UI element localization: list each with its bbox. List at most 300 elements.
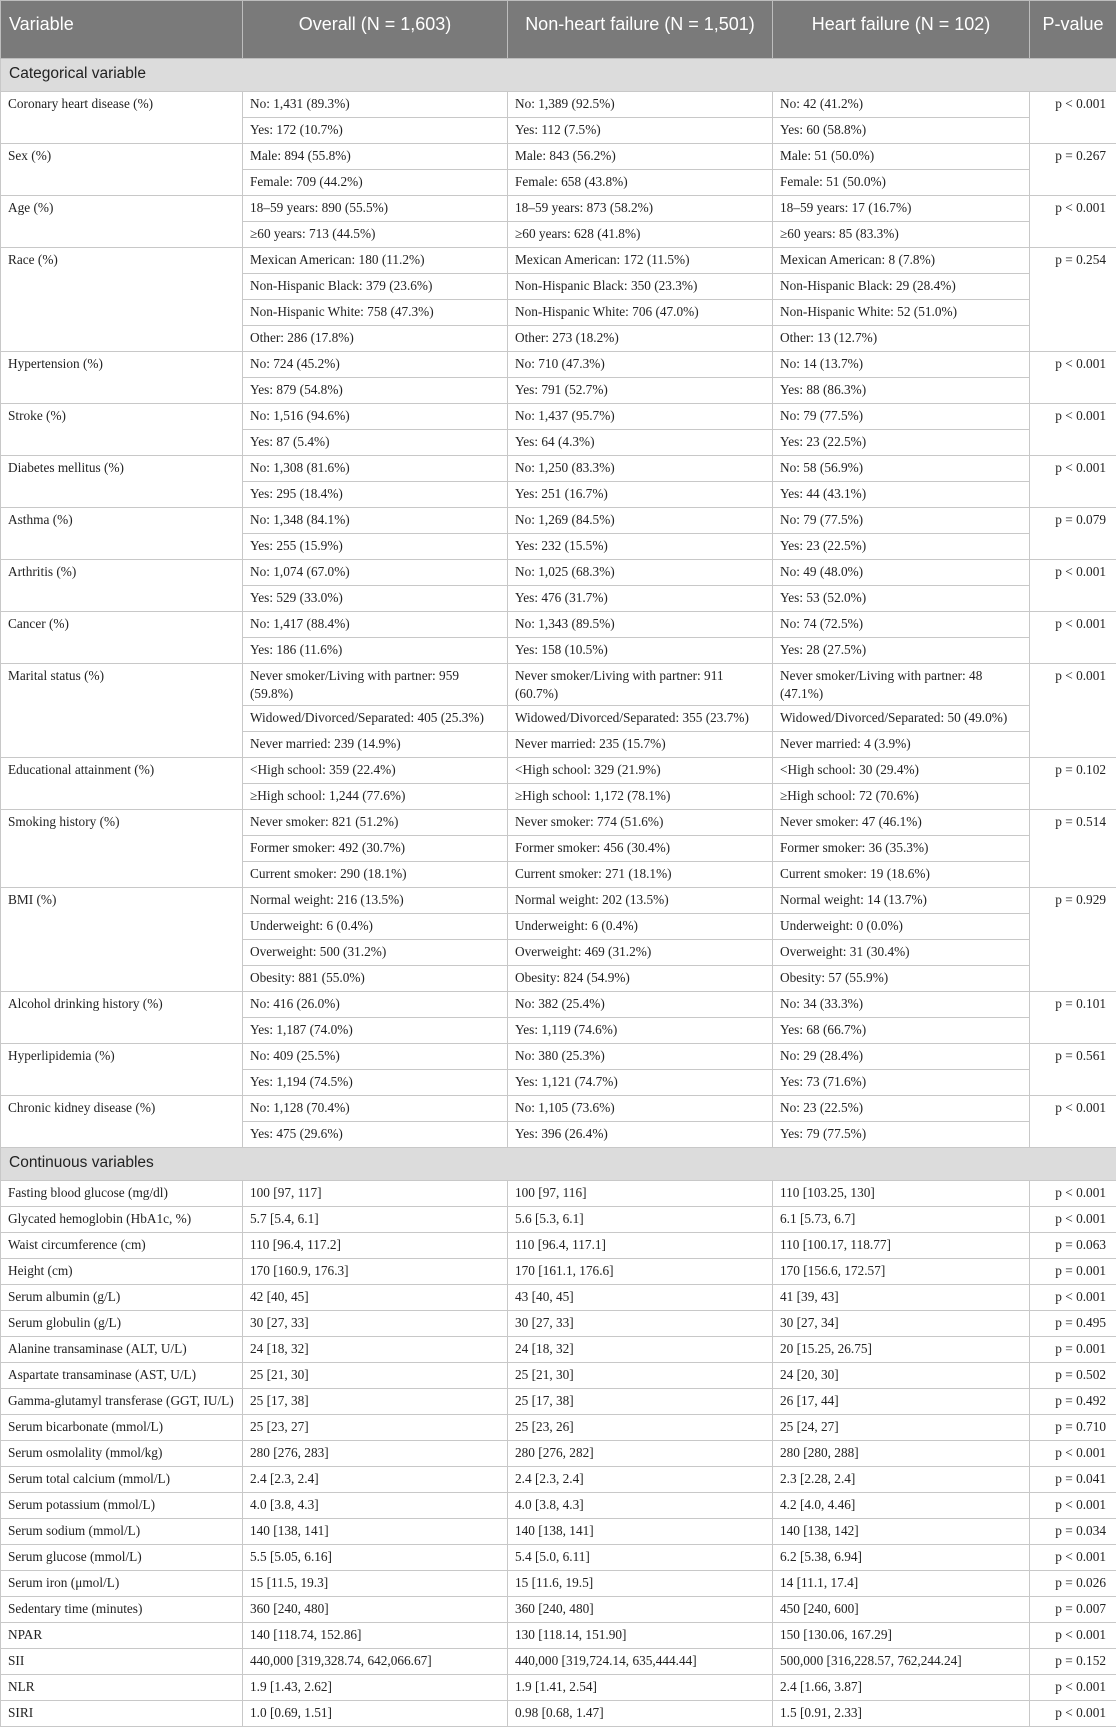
- table-row: [1, 456, 1116, 482]
- section-row: [1, 1148, 1116, 1181]
- variable-name: Chronic kidney disease (%): [1, 1096, 243, 1148]
- table-row: [1, 144, 1116, 170]
- table-row: [1, 404, 1116, 430]
- non-heart-failure-value: Underweight: 6 (0.4%): [508, 914, 773, 940]
- heart-failure-value: Male: 51 (50.0%): [773, 144, 1030, 170]
- overall-value: 30 [27, 33]: [243, 1311, 508, 1337]
- non-heart-failure-value: 440,000 [319,724.14, 635,444.44]: [508, 1649, 773, 1675]
- variable-name: Waist circumference (cm): [1, 1233, 243, 1259]
- non-heart-failure-value: Female: 658 (43.8%): [508, 170, 773, 196]
- table-row: [1, 1044, 1116, 1070]
- non-heart-failure-value: 18–59 years: 873 (58.2%): [508, 196, 773, 222]
- table-row: [1, 92, 1116, 118]
- variable-name: Sedentary time (minutes): [1, 1597, 243, 1623]
- table-header: [1, 1, 1116, 59]
- non-heart-failure-value: Never married: 235 (15.7%): [508, 732, 773, 758]
- heart-failure-value: 26 [17, 44]: [773, 1389, 1030, 1415]
- heart-failure-value: Obesity: 57 (55.9%): [773, 966, 1030, 992]
- non-heart-failure-value: Yes: 64 (4.3%): [508, 430, 773, 456]
- p-value: p = 0.034: [1030, 1519, 1116, 1545]
- heart-failure-value: Widowed/Divorced/Separated: 50 (49.0%): [773, 706, 1030, 732]
- p-value: p < 0.001: [1030, 196, 1116, 248]
- non-heart-failure-value: 4.0 [3.8, 4.3]: [508, 1493, 773, 1519]
- heart-failure-value: 110 [103.25, 130]: [773, 1181, 1030, 1207]
- p-value: p = 0.152: [1030, 1649, 1116, 1675]
- variable-name: Height (cm): [1, 1259, 243, 1285]
- heart-failure-value: 2.3 [2.28, 2.4]: [773, 1467, 1030, 1493]
- heart-failure-value: Mexican American: 8 (7.8%): [773, 248, 1030, 274]
- non-heart-failure-value: Other: 273 (18.2%): [508, 326, 773, 352]
- p-value: p = 0.079: [1030, 508, 1116, 560]
- p-value: p = 0.495: [1030, 1311, 1116, 1337]
- non-heart-failure-value: Yes: 158 (10.5%): [508, 638, 773, 664]
- overall-value: No: 1,308 (81.6%): [243, 456, 508, 482]
- non-heart-failure-value: Yes: 232 (15.5%): [508, 534, 773, 560]
- non-heart-failure-value: No: 1,437 (95.7%): [508, 404, 773, 430]
- heart-failure-value: Yes: 23 (22.5%): [773, 430, 1030, 456]
- overall-value: 4.0 [3.8, 4.3]: [243, 1493, 508, 1519]
- p-value: p < 0.001: [1030, 1623, 1116, 1649]
- overall-value: 170 [160.9, 176.3]: [243, 1259, 508, 1285]
- non-heart-failure-value: 1.9 [1.41, 2.54]: [508, 1675, 773, 1701]
- overall-value: Current smoker: 290 (18.1%): [243, 862, 508, 888]
- heart-failure-value: Non-Hispanic Black: 29 (28.4%): [773, 274, 1030, 300]
- non-heart-failure-value: 360 [240, 480]: [508, 1597, 773, 1623]
- header-row: [1, 1, 1116, 59]
- heart-failure-value: Yes: 88 (86.3%): [773, 378, 1030, 404]
- p-value: p < 0.001: [1030, 92, 1116, 144]
- non-heart-failure-value: 30 [27, 33]: [508, 1311, 773, 1337]
- heart-failure-value: 170 [156.6, 172.57]: [773, 1259, 1030, 1285]
- table-row: [1, 1285, 1116, 1311]
- non-heart-failure-value: No: 710 (47.3%): [508, 352, 773, 378]
- heart-failure-value: 20 [15.25, 26.75]: [773, 1337, 1030, 1363]
- p-value: p = 0.101: [1030, 992, 1116, 1044]
- variable-name: Serum total calcium (mmol/L): [1, 1467, 243, 1493]
- p-value: p = 0.041: [1030, 1467, 1116, 1493]
- overall-value: Yes: 475 (29.6%): [243, 1122, 508, 1148]
- p-value: p = 0.254: [1030, 248, 1116, 352]
- table-row: [1, 1675, 1116, 1701]
- p-value: p = 0.929: [1030, 888, 1116, 992]
- variable-name: Serum iron (μmol/L): [1, 1571, 243, 1597]
- variable-name: Diabetes mellitus (%): [1, 456, 243, 508]
- overall-value: 18–59 years: 890 (55.5%): [243, 196, 508, 222]
- p-value: p < 0.001: [1030, 664, 1116, 758]
- heart-failure-value: Non-Hispanic White: 52 (51.0%): [773, 300, 1030, 326]
- heart-failure-value: ≥60 years: 85 (83.3%): [773, 222, 1030, 248]
- non-heart-failure-value: No: 1,025 (68.3%): [508, 560, 773, 586]
- heart-failure-value: 24 [20, 30]: [773, 1363, 1030, 1389]
- overall-value: Yes: 172 (10.7%): [243, 118, 508, 144]
- table-row: [1, 1519, 1116, 1545]
- p-value: p = 0.710: [1030, 1415, 1116, 1441]
- overall-value: <High school: 359 (22.4%): [243, 758, 508, 784]
- heart-failure-value: 6.1 [5.73, 6.7]: [773, 1207, 1030, 1233]
- overall-value: 140 [138, 141]: [243, 1519, 508, 1545]
- non-heart-failure-value: Obesity: 824 (54.9%): [508, 966, 773, 992]
- p-value: p = 0.026: [1030, 1571, 1116, 1597]
- non-heart-failure-value: No: 380 (25.3%): [508, 1044, 773, 1070]
- overall-value: No: 1,516 (94.6%): [243, 404, 508, 430]
- overall-value: 25 [21, 30]: [243, 1363, 508, 1389]
- overall-value: No: 1,128 (70.4%): [243, 1096, 508, 1122]
- overall-value: Yes: 1,194 (74.5%): [243, 1070, 508, 1096]
- heart-failure-value: ≥High school: 72 (70.6%): [773, 784, 1030, 810]
- overall-value: Yes: 529 (33.0%): [243, 586, 508, 612]
- table-row: [1, 664, 1116, 706]
- overall-value: 5.5 [5.05, 6.16]: [243, 1545, 508, 1571]
- p-value: p = 0.001: [1030, 1259, 1116, 1285]
- heart-failure-value: No: 79 (77.5%): [773, 508, 1030, 534]
- heart-failure-value: Never married: 4 (3.9%): [773, 732, 1030, 758]
- overall-value: Yes: 87 (5.4%): [243, 430, 508, 456]
- non-heart-failure-value: No: 1,389 (92.5%): [508, 92, 773, 118]
- overall-value: 1.9 [1.43, 2.62]: [243, 1675, 508, 1701]
- table-row: [1, 1545, 1116, 1571]
- variable-name: Marital status (%): [1, 664, 243, 758]
- p-value: p = 0.001: [1030, 1337, 1116, 1363]
- heart-failure-value: 4.2 [4.0, 4.46]: [773, 1493, 1030, 1519]
- heart-failure-value: 450 [240, 600]: [773, 1597, 1030, 1623]
- non-heart-failure-value: ≥High school: 1,172 (78.1%): [508, 784, 773, 810]
- overall-value: 1.0 [0.69, 1.51]: [243, 1701, 508, 1727]
- overall-value: Female: 709 (44.2%): [243, 170, 508, 196]
- overall-value: 2.4 [2.3, 2.4]: [243, 1467, 508, 1493]
- variable-name: Serum potassium (mmol/L): [1, 1493, 243, 1519]
- header-heart-failure: Heart failure (N = 102): [773, 1, 1030, 59]
- heart-failure-value: 14 [11.1, 17.4]: [773, 1571, 1030, 1597]
- non-heart-failure-value: No: 1,269 (84.5%): [508, 508, 773, 534]
- p-value: p = 0.063: [1030, 1233, 1116, 1259]
- non-heart-failure-value: Current smoker: 271 (18.1%): [508, 862, 773, 888]
- non-heart-failure-value: Non-Hispanic Black: 350 (23.3%): [508, 274, 773, 300]
- non-heart-failure-value: 140 [138, 141]: [508, 1519, 773, 1545]
- non-heart-failure-value: Yes: 791 (52.7%): [508, 378, 773, 404]
- heart-failure-value: Never smoker: 47 (46.1%): [773, 810, 1030, 836]
- heart-failure-value: 41 [39, 43]: [773, 1285, 1030, 1311]
- overall-value: No: 1,417 (88.4%): [243, 612, 508, 638]
- p-value: p < 0.001: [1030, 1701, 1116, 1727]
- overall-value: Never smoker: 821 (51.2%): [243, 810, 508, 836]
- overall-value: Yes: 879 (54.8%): [243, 378, 508, 404]
- variable-name: Serum glucose (mmol/L): [1, 1545, 243, 1571]
- variable-name: Stroke (%): [1, 404, 243, 456]
- heart-failure-value: No: 79 (77.5%): [773, 404, 1030, 430]
- heart-failure-value: No: 23 (22.5%): [773, 1096, 1030, 1122]
- non-heart-failure-value: 5.6 [5.3, 6.1]: [508, 1207, 773, 1233]
- overall-value: 5.7 [5.4, 6.1]: [243, 1207, 508, 1233]
- non-heart-failure-value: 170 [161.1, 176.6]: [508, 1259, 773, 1285]
- variable-name: Aspartate transaminase (AST, U/L): [1, 1363, 243, 1389]
- variable-name: Cancer (%): [1, 612, 243, 664]
- p-value: p < 0.001: [1030, 404, 1116, 456]
- overall-value: 280 [276, 283]: [243, 1441, 508, 1467]
- p-value: p < 0.001: [1030, 1096, 1116, 1148]
- variable-name: SIRI: [1, 1701, 243, 1727]
- table-row: [1, 1096, 1116, 1122]
- table-row: [1, 248, 1116, 274]
- non-heart-failure-value: Yes: 1,121 (74.7%): [508, 1070, 773, 1096]
- non-heart-failure-value: No: 1,105 (73.6%): [508, 1096, 773, 1122]
- p-value: p = 0.267: [1030, 144, 1116, 196]
- variable-name: Gamma-glutamyl transferase (GGT, IU/L): [1, 1389, 243, 1415]
- heart-failure-value: 500,000 [316,228.57, 762,244.24]: [773, 1649, 1030, 1675]
- heart-failure-value: Overweight: 31 (30.4%): [773, 940, 1030, 966]
- table-row: [1, 1441, 1116, 1467]
- non-heart-failure-value: <High school: 329 (21.9%): [508, 758, 773, 784]
- overall-value: ≥High school: 1,244 (77.6%): [243, 784, 508, 810]
- non-heart-failure-value: 25 [21, 30]: [508, 1363, 773, 1389]
- overall-value: 42 [40, 45]: [243, 1285, 508, 1311]
- overall-value: Yes: 255 (15.9%): [243, 534, 508, 560]
- header-overall: Overall (N = 1,603): [243, 1, 508, 59]
- overall-value: 440,000 [319,328.74, 642,066.67]: [243, 1649, 508, 1675]
- heart-failure-value: Yes: 28 (27.5%): [773, 638, 1030, 664]
- heart-failure-value: Never smoker/Living with partner: 48 (47.1%): [773, 664, 1030, 706]
- overall-value: Mexican American: 180 (11.2%): [243, 248, 508, 274]
- header-p-value: P-value: [1030, 1, 1116, 59]
- overall-value: No: 416 (26.0%): [243, 992, 508, 1018]
- p-value: p = 0.514: [1030, 810, 1116, 888]
- overall-value: No: 1,348 (84.1%): [243, 508, 508, 534]
- heart-failure-value: 18–59 years: 17 (16.7%): [773, 196, 1030, 222]
- non-heart-failure-value: 25 [17, 38]: [508, 1389, 773, 1415]
- non-heart-failure-value: Yes: 112 (7.5%): [508, 118, 773, 144]
- overall-value: Non-Hispanic White: 758 (47.3%): [243, 300, 508, 326]
- non-heart-failure-value: Mexican American: 172 (11.5%): [508, 248, 773, 274]
- table-row: [1, 352, 1116, 378]
- table-body: [1, 59, 1116, 1727]
- non-heart-failure-value: 280 [276, 282]: [508, 1441, 773, 1467]
- header-variable: Variable: [1, 1, 243, 59]
- p-value: p < 0.001: [1030, 612, 1116, 664]
- variable-name: Sex (%): [1, 144, 243, 196]
- variable-name: Alcohol drinking history (%): [1, 992, 243, 1044]
- overall-value: Widowed/Divorced/Separated: 405 (25.3%): [243, 706, 508, 732]
- overall-value: ≥60 years: 713 (44.5%): [243, 222, 508, 248]
- heart-failure-value: No: 58 (56.9%): [773, 456, 1030, 482]
- heart-failure-value: Female: 51 (50.0%): [773, 170, 1030, 196]
- variable-name: Educational attainment (%): [1, 758, 243, 810]
- overall-value: Yes: 1,187 (74.0%): [243, 1018, 508, 1044]
- non-heart-failure-value: Male: 843 (56.2%): [508, 144, 773, 170]
- table-row: [1, 810, 1116, 836]
- table-row: [1, 1597, 1116, 1623]
- variable-name: NPAR: [1, 1623, 243, 1649]
- overall-value: Never married: 239 (14.9%): [243, 732, 508, 758]
- non-heart-failure-value: Never smoker/Living with partner: 911 (60.7%): [508, 664, 773, 706]
- overall-value: Other: 286 (17.8%): [243, 326, 508, 352]
- overall-value: 140 [118.74, 152.86]: [243, 1623, 508, 1649]
- table-row: [1, 1337, 1116, 1363]
- non-heart-failure-value: 24 [18, 32]: [508, 1337, 773, 1363]
- overall-value: Former smoker: 492 (30.7%): [243, 836, 508, 862]
- heart-failure-value: Yes: 73 (71.6%): [773, 1070, 1030, 1096]
- variable-name: Serum globulin (g/L): [1, 1311, 243, 1337]
- overall-value: Never smoker/Living with partner: 959 (59.8%): [243, 664, 508, 706]
- non-heart-failure-value: Widowed/Divorced/Separated: 355 (23.7%): [508, 706, 773, 732]
- heart-failure-value: <High school: 30 (29.4%): [773, 758, 1030, 784]
- non-heart-failure-value: No: 1,343 (89.5%): [508, 612, 773, 638]
- overall-value: Yes: 295 (18.4%): [243, 482, 508, 508]
- section-title: Continuous variables: [1, 1148, 1116, 1181]
- non-heart-failure-value: Former smoker: 456 (30.4%): [508, 836, 773, 862]
- non-heart-failure-value: 43 [40, 45]: [508, 1285, 773, 1311]
- heart-failure-value: 280 [280, 288]: [773, 1441, 1030, 1467]
- heart-failure-value: Yes: 60 (58.8%): [773, 118, 1030, 144]
- non-heart-failure-value: Overweight: 469 (31.2%): [508, 940, 773, 966]
- heart-failure-value: 1.5 [0.91, 2.33]: [773, 1701, 1030, 1727]
- p-value: p = 0.561: [1030, 1044, 1116, 1096]
- heart-failure-value: No: 29 (28.4%): [773, 1044, 1030, 1070]
- p-value: p < 0.001: [1030, 560, 1116, 612]
- table-row: [1, 1415, 1116, 1441]
- variable-name: Race (%): [1, 248, 243, 352]
- p-value: p = 0.102: [1030, 758, 1116, 810]
- non-heart-failure-value: 5.4 [5.0, 6.11]: [508, 1545, 773, 1571]
- non-heart-failure-value: Yes: 1,119 (74.6%): [508, 1018, 773, 1044]
- overall-value: 100 [97, 117]: [243, 1181, 508, 1207]
- overall-value: No: 1,431 (89.3%): [243, 92, 508, 118]
- variable-name: Age (%): [1, 196, 243, 248]
- table-row: [1, 1649, 1116, 1675]
- heart-failure-value: Former smoker: 36 (35.3%): [773, 836, 1030, 862]
- table-row: [1, 1363, 1116, 1389]
- p-value: p = 0.492: [1030, 1389, 1116, 1415]
- variable-name: BMI (%): [1, 888, 243, 992]
- variable-name: SII: [1, 1649, 243, 1675]
- heart-failure-value: 30 [27, 34]: [773, 1311, 1030, 1337]
- overall-value: Yes: 186 (11.6%): [243, 638, 508, 664]
- table-row: [1, 1571, 1116, 1597]
- overall-value: Non-Hispanic Black: 379 (23.6%): [243, 274, 508, 300]
- non-heart-failure-value: Never smoker: 774 (51.6%): [508, 810, 773, 836]
- overall-value: 360 [240, 480]: [243, 1597, 508, 1623]
- non-heart-failure-value: 25 [23, 26]: [508, 1415, 773, 1441]
- table-row: [1, 196, 1116, 222]
- header-non-heart-failure: Non-heart failure (N = 1,501): [508, 1, 773, 59]
- table-row: [1, 612, 1116, 638]
- section-title: Categorical variable: [1, 59, 1116, 92]
- non-heart-failure-value: ≥60 years: 628 (41.8%): [508, 222, 773, 248]
- p-value: p < 0.001: [1030, 456, 1116, 508]
- table-row: [1, 1207, 1116, 1233]
- heart-failure-value: 2.4 [1.66, 3.87]: [773, 1675, 1030, 1701]
- overall-value: 25 [17, 38]: [243, 1389, 508, 1415]
- overall-value: Obesity: 881 (55.0%): [243, 966, 508, 992]
- p-value: p < 0.001: [1030, 1493, 1116, 1519]
- variable-name: Alanine transaminase (ALT, U/L): [1, 1337, 243, 1363]
- heart-failure-value: Other: 13 (12.7%): [773, 326, 1030, 352]
- overall-value: No: 1,074 (67.0%): [243, 560, 508, 586]
- non-heart-failure-value: Yes: 396 (26.4%): [508, 1122, 773, 1148]
- overall-value: Underweight: 6 (0.4%): [243, 914, 508, 940]
- heart-failure-value: 150 [130.06, 167.29]: [773, 1623, 1030, 1649]
- overall-value: 25 [23, 27]: [243, 1415, 508, 1441]
- table-row: [1, 1701, 1116, 1727]
- heart-failure-value: Yes: 44 (43.1%): [773, 482, 1030, 508]
- table-row: [1, 508, 1116, 534]
- p-value: p < 0.001: [1030, 352, 1116, 404]
- non-heart-failure-value: No: 382 (25.4%): [508, 992, 773, 1018]
- heart-failure-value: No: 74 (72.5%): [773, 612, 1030, 638]
- heart-failure-value: Yes: 79 (77.5%): [773, 1122, 1030, 1148]
- heart-failure-value: Underweight: 0 (0.0%): [773, 914, 1030, 940]
- variable-name: Fasting blood glucose (mg/dl): [1, 1181, 243, 1207]
- heart-failure-value: Normal weight: 14 (13.7%): [773, 888, 1030, 914]
- p-value: p < 0.001: [1030, 1207, 1116, 1233]
- variable-name: Glycated hemoglobin (HbA1c, %): [1, 1207, 243, 1233]
- non-heart-failure-value: 2.4 [2.3, 2.4]: [508, 1467, 773, 1493]
- p-value: p < 0.001: [1030, 1441, 1116, 1467]
- non-heart-failure-value: Yes: 251 (16.7%): [508, 482, 773, 508]
- non-heart-failure-value: 110 [96.4, 117.1]: [508, 1233, 773, 1259]
- overall-value: 24 [18, 32]: [243, 1337, 508, 1363]
- variable-name: Serum albumin (g/L): [1, 1285, 243, 1311]
- overall-value: Overweight: 500 (31.2%): [243, 940, 508, 966]
- variable-name: Serum bicarbonate (mmol/L): [1, 1415, 243, 1441]
- section-row: [1, 59, 1116, 92]
- non-heart-failure-value: No: 1,250 (83.3%): [508, 456, 773, 482]
- variable-name: Arthritis (%): [1, 560, 243, 612]
- p-value: p < 0.001: [1030, 1181, 1116, 1207]
- heart-failure-value: 110 [100.17, 118.77]: [773, 1233, 1030, 1259]
- p-value: p < 0.001: [1030, 1285, 1116, 1311]
- overall-value: No: 724 (45.2%): [243, 352, 508, 378]
- overall-value: 15 [11.5, 19.3]: [243, 1571, 508, 1597]
- table-row: [1, 1467, 1116, 1493]
- variable-name: Serum sodium (mmol/L): [1, 1519, 243, 1545]
- p-value: p = 0.007: [1030, 1597, 1116, 1623]
- heart-failure-value: 6.2 [5.38, 6.94]: [773, 1545, 1030, 1571]
- variable-name: NLR: [1, 1675, 243, 1701]
- heart-failure-value: 140 [138, 142]: [773, 1519, 1030, 1545]
- non-heart-failure-value: Normal weight: 202 (13.5%): [508, 888, 773, 914]
- non-heart-failure-value: 15 [11.6, 19.5]: [508, 1571, 773, 1597]
- non-heart-failure-value: 0.98 [0.68, 1.47]: [508, 1701, 773, 1727]
- variable-name: Hypertension (%): [1, 352, 243, 404]
- non-heart-failure-value: Yes: 476 (31.7%): [508, 586, 773, 612]
- table-row: [1, 1233, 1116, 1259]
- table-row: [1, 1259, 1116, 1285]
- heart-failure-value: No: 42 (41.2%): [773, 92, 1030, 118]
- overall-value: 110 [96.4, 117.2]: [243, 1233, 508, 1259]
- table-row: [1, 1311, 1116, 1337]
- table-row: [1, 1389, 1116, 1415]
- heart-failure-value: Yes: 23 (22.5%): [773, 534, 1030, 560]
- overall-value: No: 409 (25.5%): [243, 1044, 508, 1070]
- non-heart-failure-value: Non-Hispanic White: 706 (47.0%): [508, 300, 773, 326]
- variable-name: Asthma (%): [1, 508, 243, 560]
- p-value: p < 0.001: [1030, 1545, 1116, 1571]
- table-row: [1, 1181, 1116, 1207]
- table-row: [1, 1493, 1116, 1519]
- heart-failure-value: Yes: 53 (52.0%): [773, 586, 1030, 612]
- table-row: [1, 560, 1116, 586]
- variable-name: Hyperlipidemia (%): [1, 1044, 243, 1096]
- overall-value: Male: 894 (55.8%): [243, 144, 508, 170]
- p-value: p = 0.502: [1030, 1363, 1116, 1389]
- heart-failure-value: 25 [24, 27]: [773, 1415, 1030, 1441]
- heart-failure-value: Current smoker: 19 (18.6%): [773, 862, 1030, 888]
- table-row: [1, 758, 1116, 784]
- p-value: p < 0.001: [1030, 1675, 1116, 1701]
- non-heart-failure-value: 130 [118.14, 151.90]: [508, 1623, 773, 1649]
- table-row: [1, 1623, 1116, 1649]
- variable-name: Coronary heart disease (%): [1, 92, 243, 144]
- variable-name: Serum osmolality (mmol/kg): [1, 1441, 243, 1467]
